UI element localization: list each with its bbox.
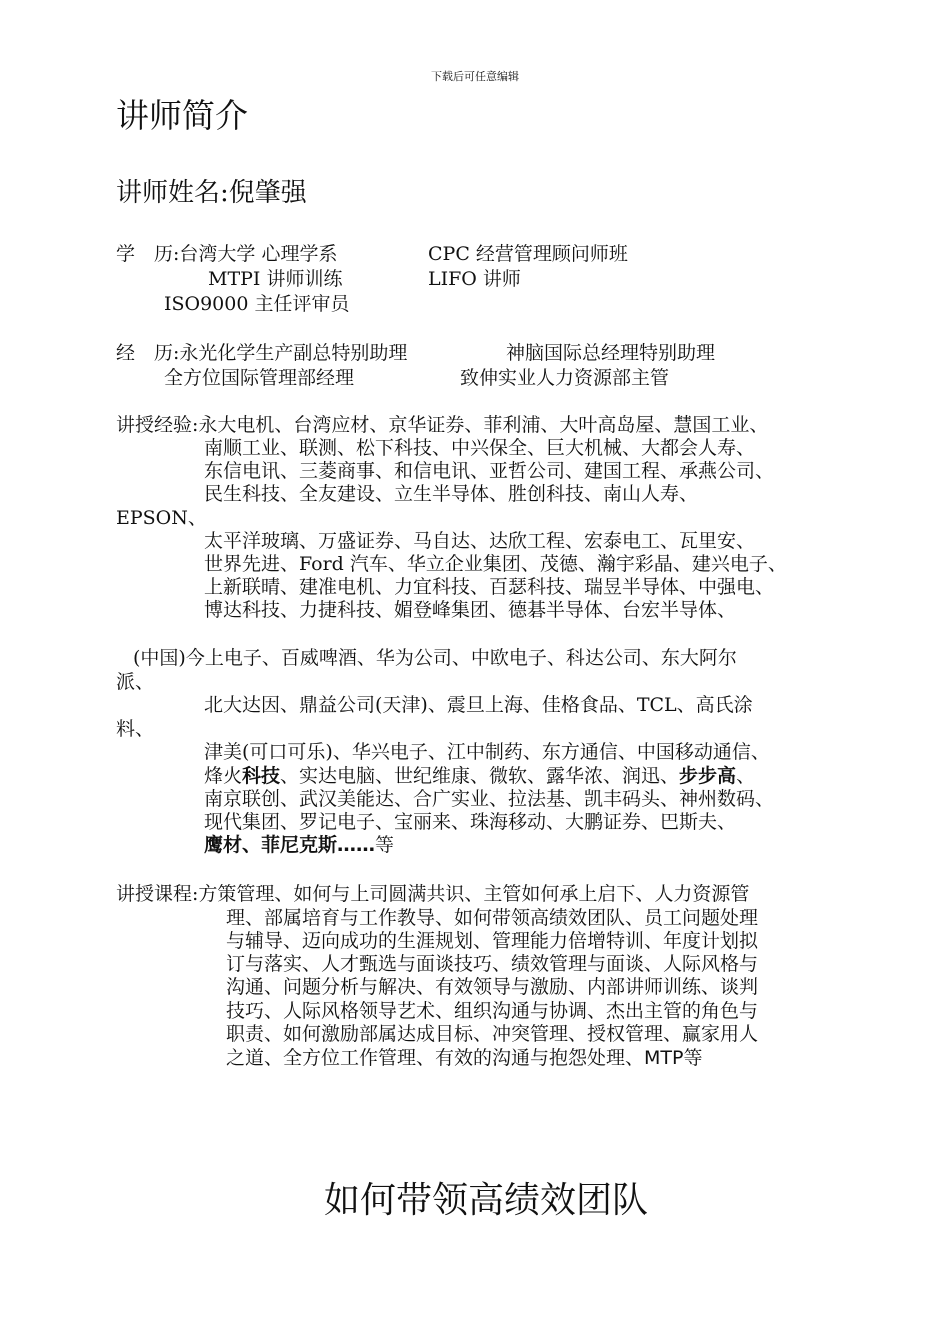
clients-line-15c: 、实达电脑、世纪维康、微软、露华浓、润迅、 — [280, 765, 680, 787]
clients-line-14: 津美(可口可乐)、华兴电子、江中制药、东方通信、中国移动通信、 — [204, 741, 770, 763]
courses-line-8 — [226, 1047, 703, 1070]
clients-line-15b: 科技 — [242, 765, 281, 787]
lecturer-name: 讲师姓名:倪肇强 — [116, 178, 307, 208]
experience-line-2b: 致伸实业人力资源部主管 — [460, 367, 670, 389]
clients-line-2: 南顺工业、联测、松下科技、中兴保全、巨大机械、大都会人寿、 — [204, 437, 756, 459]
education-line-2b: LIFO 讲师 — [428, 268, 521, 290]
education-line-1b: CPC 经营管理顾问师班 — [428, 243, 628, 265]
clients-line-3: 东信电讯、三菱商事、和信电讯、亚哲公司、建国工程、承燕公司、 — [204, 460, 775, 482]
clients-line-16: 南京联创、武汉美能达、合广实业、拉法基、凯丰码头、神州数码、 — [204, 788, 775, 810]
courses-line-2: 理、部属培育与工作教导、如何带领高绩效团队、员工问题处理 — [226, 907, 759, 929]
clients-line-1: 讲授经验:永大电机、台湾应材、京华证券、菲利浦、大叶高岛屋、慧国工业、 — [116, 414, 769, 436]
clients-line-15d: 步步高 — [679, 765, 737, 787]
courses-line-1a: 讲授课程:方 — [116, 883, 218, 905]
education-line-3: ISO9000 主任评审员 — [164, 293, 350, 315]
clients-line-8: 上新联晴、建准电机、力宜科技、百瑟科技、瑞昱半导体、中强电、 — [204, 576, 775, 598]
clients-line-17: 现代集团、罗记电子、宝丽来、珠海移动、大鹏证券、巴斯夫、 — [204, 811, 737, 833]
clients-line-4: 民生科技、全友建设、立生半导体、胜创科技、南山人寿、 — [204, 483, 699, 505]
experience-line-1b: 神脑国际总经理特别助理 — [506, 342, 716, 364]
clients-line-9: 博达科技、力捷科技、媚登峰集团、德碁半导体、台宏半导体、 — [204, 599, 737, 621]
clients-line-13: 料、 — [116, 718, 155, 740]
course-title: 如何带领高绩效团队 — [323, 1180, 648, 1221]
clients-line-10: (中国)今上电子、百威啤酒、华为公司、中欧电子、科达公司、东大阿尔 — [133, 647, 737, 669]
clients-line-18b: 等 — [375, 834, 395, 856]
page-header: 下载后可任意编辑 — [431, 70, 519, 83]
courses-line-7: 职责、如何激励部属达成目标、冲突管理、授权管理、赢家用人 — [226, 1023, 759, 1045]
clients-line-15e: 、 — [736, 765, 756, 787]
courses-line-6: 技巧、人际风格领导艺术、组织沟通与协调、杰出主管的角色与 — [226, 1000, 759, 1022]
education-line-2a: MTPI 讲师训练 — [208, 268, 343, 290]
page-heading: 讲师简介 — [116, 96, 248, 135]
clients-line-12: 北大达因、鼎益公司(天津)、震旦上海、佳格食品、TCL、高氏涂 — [204, 694, 753, 716]
clients-line-5: EPSON、 — [116, 507, 207, 529]
courses-line-5: 沟通、问题分析与解决、有效领导与激励、内部讲师训练、谈判 — [226, 976, 759, 998]
clients-line-6: 太平洋玻璃、万盛证券、马自达、达欣工程、宏泰电工、瓦里安、 — [204, 530, 756, 552]
clients-line-18a: 鹰材、菲尼克斯…… — [204, 834, 376, 856]
courses-line-8c: 等 — [683, 1047, 703, 1069]
courses-line-1 — [116, 883, 749, 906]
clients-line-18 — [204, 834, 394, 857]
clients-line-7: 世界先进、Ford 汽车、华立企业集团、茂德、瀚宇彩晶、建兴电子、 — [204, 553, 787, 575]
courses-line-8a: 之道、全方位工作管理、有效的沟通与抱怨处理、 — [226, 1047, 645, 1069]
clients-line-15 — [204, 765, 755, 788]
courses-line-3: 与辅导、迈向成功的生涯规划、管理能力倍增特训、年度计划拟 — [226, 930, 759, 952]
experience-line-1a: 经 历:永光化学生产副总特别助理 — [116, 342, 408, 364]
courses-line-1c: 管理、如何与上司圆满共识、主管如何承上启下、人力资源管 — [236, 883, 750, 905]
clients-line-15a: 烽火 — [204, 765, 243, 787]
education-line-1a: 学 历:台湾大学 心理学系 — [116, 243, 338, 265]
courses-line-1b: 策 — [217, 883, 237, 905]
courses-line-8b: MTP — [644, 1047, 684, 1069]
clients-line-11: 派、 — [116, 671, 155, 693]
courses-line-4: 订与落实、人才甄选与面谈技巧、绩效管理与面谈、人际风格与 — [226, 953, 759, 975]
experience-line-2a: 全方位国际管理部经理 — [164, 367, 355, 389]
